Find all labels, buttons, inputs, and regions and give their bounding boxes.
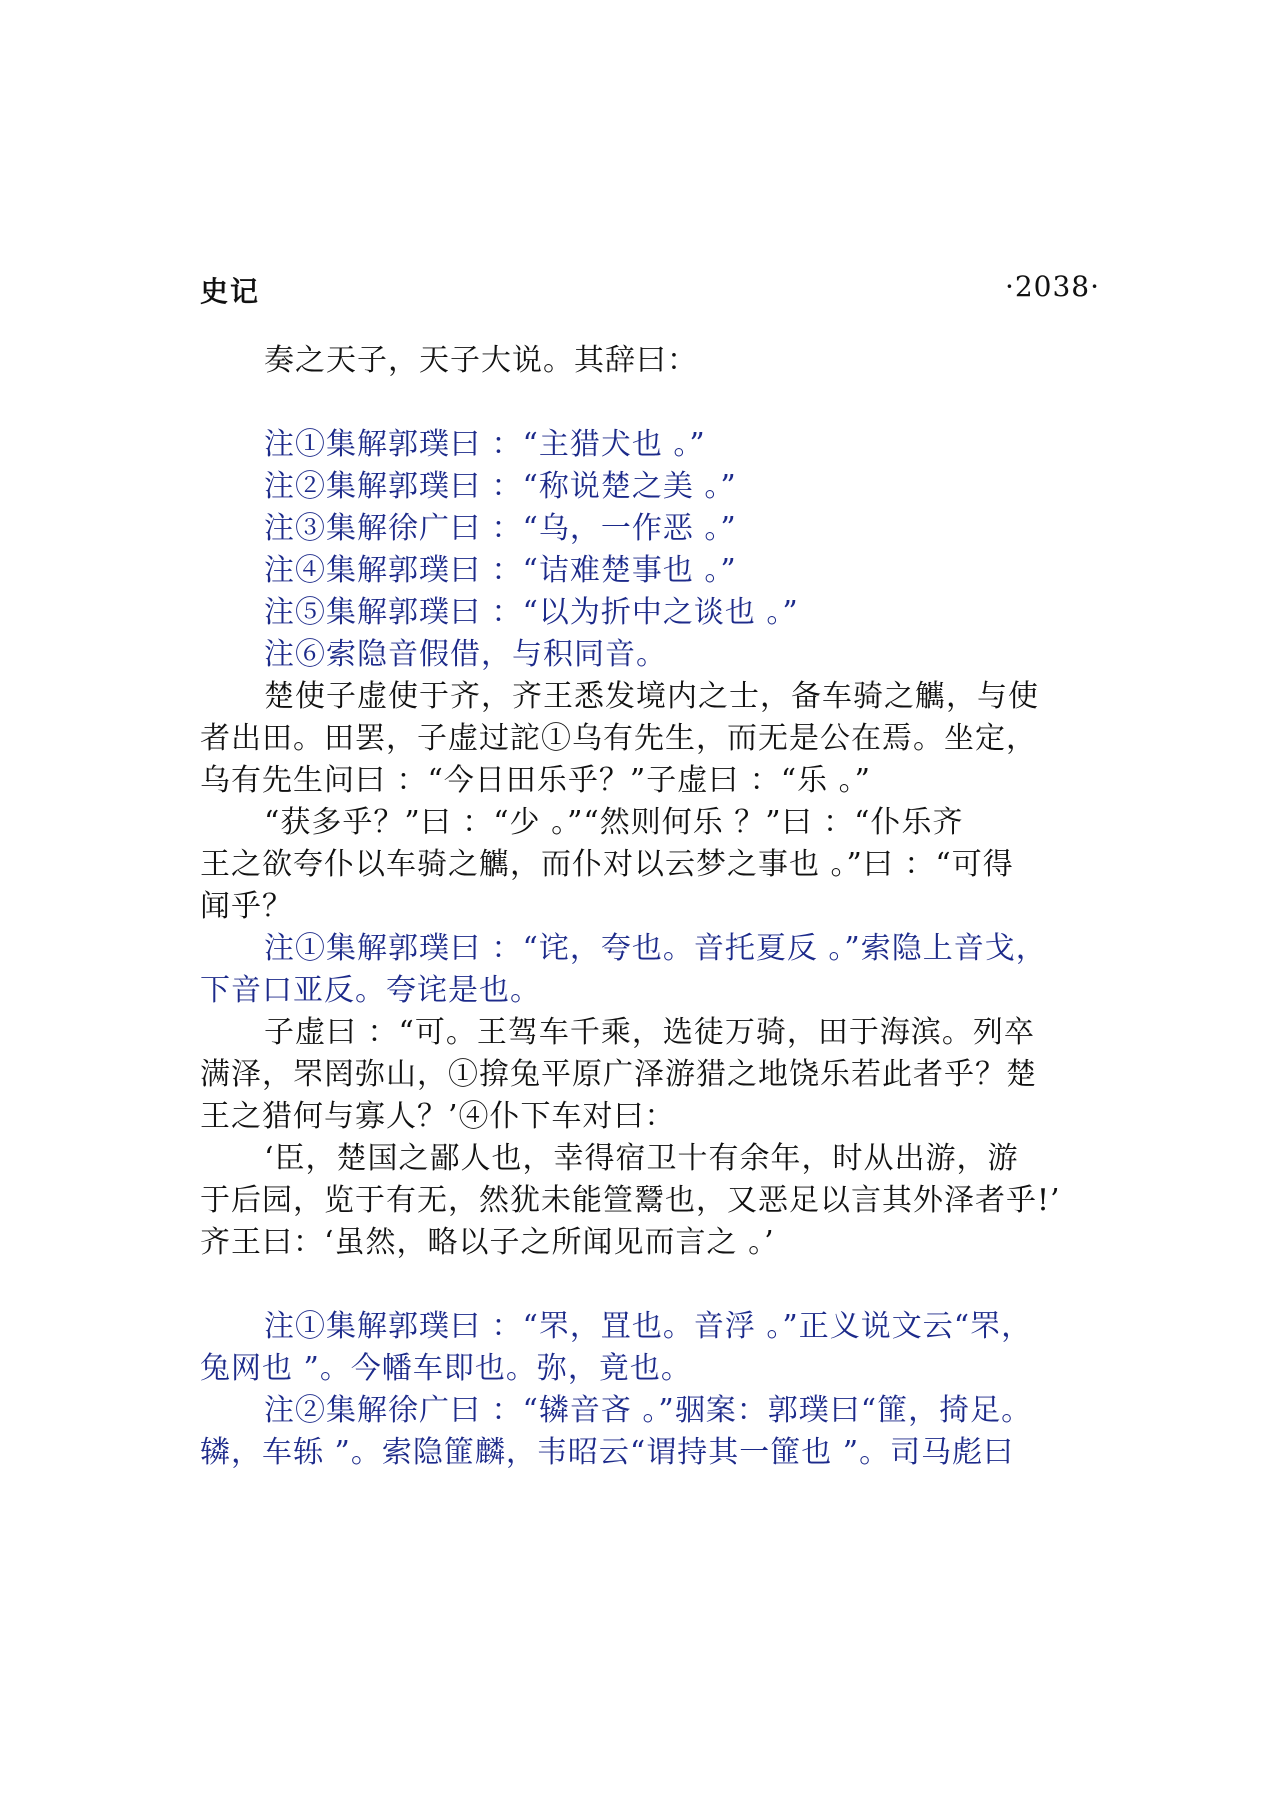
page-header [200, 270, 1100, 310]
paragraph-4 [200, 1138, 1100, 1264]
text-line: 于后园，览于有无，然犹未能箮鬵也，又恶足以言其外泽者乎!’ [200, 1183, 1061, 1218]
text-line: 齐王曰：‘虽然，略以子之所闻见而言之 。’ [200, 1225, 775, 1260]
book-title: 史记 [200, 275, 261, 308]
text-line: 王之欲夸仆以车骑之觽，而仆对以云梦之事也 。”曰 ：“可得 [200, 847, 1014, 882]
note-paragraph-2 [200, 1306, 1100, 1390]
note-paragraph-3 [200, 1390, 1100, 1474]
note-line: 注①集解郭璞曰 ：“主猎犬也 。” [264, 427, 706, 462]
text-line: 子虚曰 ：“可。王驾车千乘，选徒万骑，田于海滨。列卒 [264, 1015, 1035, 1050]
note-line: 注①集解郭璞曰 ：“罘，罝也。音浮 。”正义说文云“罘， [264, 1309, 1033, 1344]
text-line: 乌有先生问曰 ：“今日田乐乎？”子虚曰 ：“乐 。” [200, 763, 871, 798]
paragraph-2 [200, 802, 1100, 928]
text-line: 满泽，罘罔弥山，①揜兔平原广泽游猎之地饶乐若此者乎？楚 [200, 1057, 1037, 1092]
notes-block-1 [200, 424, 1100, 676]
note-line: 注⑤集解郭璞曰 ：“以为折中之谈也 。” [264, 595, 799, 630]
page-number: ·2038· [1004, 270, 1100, 303]
note-line: 注②集解徐广曰 ：“辚音吝 。”骃案：郭璞曰“篚，掎足。 [264, 1393, 1033, 1428]
text-line: ‘臣，楚国之鄙人也，幸得宿卫十有余年，时从出游，游 [264, 1141, 1019, 1176]
paragraph-3 [200, 1012, 1100, 1138]
intro-line: 奏之天子，天子大说。其辞曰： [264, 343, 698, 378]
text-line: 者出田。田罢，子虚过詑①乌有先生，而无是公在焉。坐定， [200, 721, 1037, 756]
text-line: 王之猎何与寡人？’④仆下车对曰： [200, 1099, 676, 1134]
note-line: 注③集解徐广曰 ：“乌，一作恶 。” [264, 511, 737, 546]
note-line: 注⑥索隐音假借，与积同音。 [264, 637, 667, 672]
note-paragraph-1 [200, 928, 1100, 1012]
note-line: 兔网也 ”。今幡车即也。弥，竟也。 [200, 1351, 692, 1386]
note-line: 注①集解郭璞曰 ：“诧，夸也。音托夏反 。”索隐上音戈， [264, 931, 1047, 966]
document-page [200, 270, 1100, 1474]
text-line: 闻乎？ [200, 889, 293, 924]
text-line: “获多乎？”曰 ：“少 。”“然则何乐 ？”曰 ：“仆乐齐 [264, 805, 964, 840]
note-line: 辚，车轹 ”。索隐篚麟，韦昭云“谓持其一篚也 ”。司马彪曰 [200, 1435, 1015, 1470]
note-line: 注④集解郭璞曰 ：“诘难楚事也 。” [264, 553, 737, 588]
note-line: 下音口亚反。夸诧是也。 [200, 973, 541, 1008]
note-line: 注②集解郭璞曰 ：“称说楚之美 。” [264, 469, 737, 504]
text-line: 楚使子虚使于齐，齐王悉发境内之士，备车骑之觽，与使 [264, 679, 1039, 714]
paragraph-1 [200, 676, 1100, 802]
